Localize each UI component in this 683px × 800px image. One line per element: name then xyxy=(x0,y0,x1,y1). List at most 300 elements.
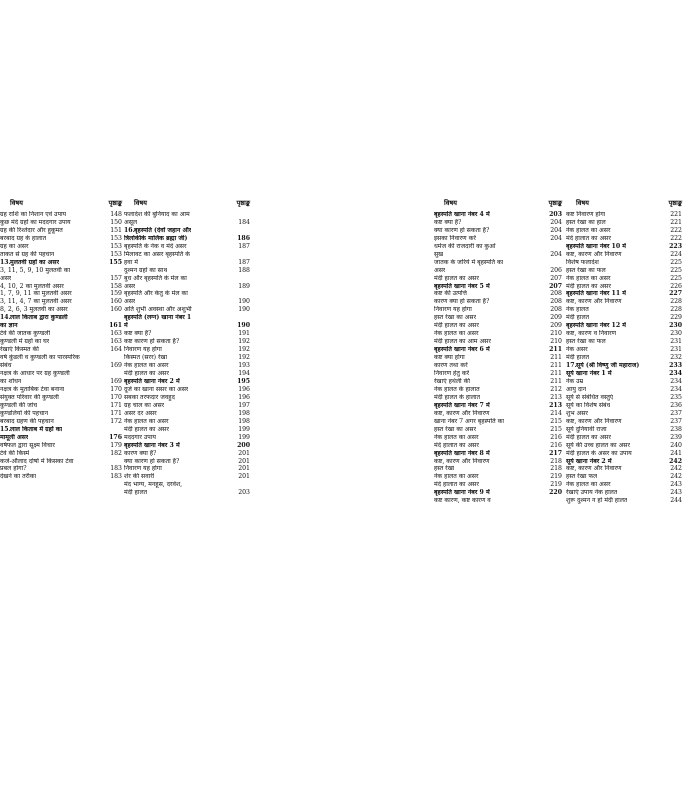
entry-title: मददगार उपाय xyxy=(124,433,156,441)
entry-title: मंदी हालत xyxy=(566,354,590,362)
entry-page: 201 xyxy=(238,457,250,465)
entry-title: हस्त रेखा का हाल xyxy=(566,218,606,226)
entry-title: कारण क्या हो सकता है? xyxy=(434,298,490,306)
entry-title: असर xyxy=(124,282,136,290)
entry-page: 198 xyxy=(238,417,250,425)
entry-page: 192 xyxy=(238,354,250,362)
header-page: पृष्ठाङ्क xyxy=(108,199,122,207)
entry-page: 220 xyxy=(549,489,562,497)
toc-entry xyxy=(434,458,562,466)
toc-entry xyxy=(124,386,250,394)
entry-title: में xyxy=(124,322,128,330)
entry-page: 197 xyxy=(238,401,250,409)
entry-page: 151 xyxy=(110,226,122,234)
toc-entry xyxy=(124,450,250,458)
entry-title: कष्ट क्या है? xyxy=(124,330,152,338)
toc-entry xyxy=(0,458,122,466)
toc-entry xyxy=(566,362,682,370)
entry-title: असूल xyxy=(124,218,138,226)
entry-page: 209 xyxy=(550,314,562,322)
entry-page: 190 xyxy=(238,298,250,306)
entry-page: 176 xyxy=(109,433,122,441)
entry-page: 206 xyxy=(550,266,562,274)
entry-title: नेक हालत xyxy=(566,306,589,314)
entry-title: आयु दान xyxy=(566,385,587,393)
toc-entry xyxy=(0,259,122,267)
entry-title: मंदी हालत xyxy=(124,489,148,497)
entry-page: 229 xyxy=(670,314,682,322)
toc-entry xyxy=(566,473,682,481)
entry-page: 216 xyxy=(550,433,562,441)
toc-entry xyxy=(434,370,562,378)
entry-title: कष्ट की उत्पत्ति xyxy=(434,290,467,298)
toc-entry xyxy=(566,354,682,362)
toc-entry xyxy=(124,227,250,235)
entry-page: 210 xyxy=(550,338,562,346)
entry-title: बृहस्पति खाना नंबर 7 में xyxy=(434,401,490,409)
entry-title: कुण्डलियों की पहचान xyxy=(0,409,49,417)
entry-title: हवा में xyxy=(124,258,138,266)
entry-page xyxy=(248,314,250,322)
entry-page xyxy=(120,267,122,275)
entry-page: 159 xyxy=(110,290,122,298)
entry-title: असर xyxy=(434,266,446,274)
entry-page: 169 xyxy=(110,377,122,385)
toc-entry xyxy=(566,219,682,227)
entry-page: 230 xyxy=(670,330,682,338)
entry-title: वर्षफल द्वारा सूक्ष्म विचार xyxy=(0,441,55,449)
entry-page: 227 xyxy=(669,290,682,298)
toc-entry xyxy=(0,378,122,386)
toc-entry xyxy=(434,219,562,227)
entry-page: 194 xyxy=(238,370,250,378)
entry-page: 208 xyxy=(550,306,562,314)
toc-entry xyxy=(566,489,682,497)
entry-page: 242 xyxy=(670,473,682,481)
toc-entry xyxy=(124,458,250,466)
entry-title: निवारण यह होगा xyxy=(434,306,472,314)
entry-title: सूर्य का विशेष संबंध xyxy=(566,401,611,409)
entry-page: 215 xyxy=(550,425,562,433)
entry-title: क्या कारण हो सकता है? xyxy=(124,457,180,465)
entry-page: 231 xyxy=(670,346,682,354)
toc-entry xyxy=(434,434,562,442)
toc-entry xyxy=(0,473,122,481)
toc-entry xyxy=(566,346,682,354)
entry-title: दूजे का खाना ससर का असर xyxy=(124,385,189,393)
entry-title: असर xyxy=(124,298,136,306)
toc-entry xyxy=(124,489,250,497)
entry-page: 219 xyxy=(550,481,562,489)
toc-entry xyxy=(0,434,122,442)
entry-title: शेर की सवारी xyxy=(124,473,155,481)
toc-entry xyxy=(434,227,562,235)
toc-entry xyxy=(434,235,562,243)
toc-entry xyxy=(566,338,682,346)
entry-page: 235 xyxy=(670,393,682,401)
entry-title: नेक उम्र xyxy=(566,377,584,385)
entry-page: 232 xyxy=(670,354,682,362)
entry-title: रेखाएं उपाय नेक हालत xyxy=(566,489,618,497)
entry-page: 222 xyxy=(670,226,682,234)
entry-page: 163 xyxy=(110,330,122,338)
entry-page: 201 xyxy=(238,473,250,481)
header-page: पृष्ठाङ्क xyxy=(548,199,562,207)
entry-page xyxy=(120,370,122,378)
toc-entry xyxy=(124,378,250,386)
entry-title: विशेष फलादेश xyxy=(566,258,599,266)
entry-page: 233 xyxy=(669,362,682,370)
entry-title: ग्रह का असर xyxy=(0,242,29,250)
entry-page xyxy=(560,259,562,267)
entry-title: कर्ज-औलाद दोषों में किसका टेवा xyxy=(0,457,74,465)
toc-entry xyxy=(0,243,122,251)
toc-entry xyxy=(124,219,250,227)
toc-entry xyxy=(124,346,250,354)
entry-page: 170 xyxy=(110,393,122,401)
header-page: पृष्ठाङ्क xyxy=(668,199,682,207)
entry-page: 186 xyxy=(237,234,250,242)
toc-entry xyxy=(566,394,682,402)
entry-title: बृहस्पति के नेक व मंदे असर xyxy=(124,242,187,250)
entry-title: बृहस्पति और केतु के मेल का xyxy=(124,290,188,298)
entry-page: 204 xyxy=(550,218,562,226)
entry-title: असर xyxy=(0,274,12,282)
toc-entry xyxy=(124,362,250,370)
toc-entry xyxy=(434,346,562,354)
toc-entry xyxy=(124,298,250,306)
entry-page: 216 xyxy=(550,441,562,449)
entry-page: 169 xyxy=(110,362,122,370)
toc-entry xyxy=(434,322,562,330)
entry-title: कष्ट कारण, कष्ट कारण व xyxy=(434,497,491,505)
entry-page: 224 xyxy=(670,250,682,258)
toc-entry xyxy=(0,219,122,227)
toc-entry xyxy=(124,330,250,338)
toc-entry xyxy=(0,418,122,426)
chapter-number: 13. xyxy=(0,258,11,266)
header-topic: विषय xyxy=(10,199,24,207)
entry-title: मिलावट का असर बृहस्पति के xyxy=(124,250,190,258)
toc-entry xyxy=(0,465,122,473)
entry-page: 189 xyxy=(238,282,250,290)
toc-entry xyxy=(0,298,122,306)
toc-entry xyxy=(0,227,122,235)
toc-entry xyxy=(124,370,250,378)
entry-title: बृहस्पति खाना नंबर 9 में xyxy=(434,489,490,497)
entry-title: बृहस्पति खाना नंबर 8 में xyxy=(434,449,490,457)
entry-title: मंदी हालत का असर xyxy=(566,282,611,290)
toc-entry xyxy=(434,489,562,497)
header-topic: विषय xyxy=(444,199,458,207)
entry-title: नेक असर xyxy=(566,346,588,354)
entry-title: मंदी हालत xyxy=(566,314,590,322)
entry-title: हस्त रेखा का फल xyxy=(566,266,606,274)
entry-title: प्रबल होगा? xyxy=(0,465,27,473)
toc-entry xyxy=(434,386,562,394)
entry-page: 211 xyxy=(550,362,562,370)
entry-title: बृहस्पति खाना नंबर 6 में xyxy=(434,346,490,354)
entry-page: 191 xyxy=(238,330,250,338)
toc-entry xyxy=(566,497,682,505)
entry-page: 228 xyxy=(670,298,682,306)
chapter-number: 14. xyxy=(0,314,11,322)
toc-entry xyxy=(434,426,562,434)
entry-page: 217 xyxy=(549,449,562,457)
entry-page: 163 xyxy=(110,338,122,346)
toc-entry xyxy=(566,330,682,338)
entry-page: 203 xyxy=(549,210,562,218)
entry-title: सूर्य की उच्च हालत का असर xyxy=(566,441,631,449)
toc-entry xyxy=(434,267,562,275)
toc-entry xyxy=(124,306,250,314)
column-header xyxy=(434,200,562,208)
toc-entry xyxy=(0,290,122,298)
entry-title: क्या कारण हो सकता है? xyxy=(434,226,490,234)
toc-entry xyxy=(434,378,562,386)
entry-title: मंदी हालत का असर xyxy=(434,274,479,282)
entry-page: 164 xyxy=(110,346,122,354)
entry-title: 1, 7, 9, 11 का मुलतवी असर xyxy=(0,290,72,298)
entry-title: का ज्ञान xyxy=(0,322,18,330)
entry-title: का शोधन xyxy=(0,377,22,385)
entry-title: धर्मज की राजदारी का कुओं xyxy=(434,242,496,250)
column-header xyxy=(124,200,250,208)
entry-title: कष्ट क्या है? xyxy=(434,218,462,226)
toc-entry xyxy=(0,235,122,243)
entry-title: कष्ट, कारण और निवारण xyxy=(566,417,622,425)
toc-entry xyxy=(566,275,682,283)
entry-title: कष्ट क्या होगा xyxy=(434,354,465,362)
entry-title: नेक हालत का असर xyxy=(566,274,611,282)
entry-page: 213 xyxy=(550,393,562,401)
entry-title: अति शुभी अवस्था और अशुभी xyxy=(124,306,192,314)
entry-title: नेक हालत का असर xyxy=(434,433,479,441)
toc-entry xyxy=(434,298,562,306)
entry-page: 184 xyxy=(238,218,250,226)
toc-entry xyxy=(434,442,562,450)
toc-entry xyxy=(434,410,562,418)
entry-title: कष्ट, कारण और निवारण xyxy=(434,409,490,417)
entry-page: 230 xyxy=(669,322,682,330)
entry-page: 200 xyxy=(237,441,250,449)
entry-page: 192 xyxy=(238,346,250,354)
entry-title: निवारण यह होगा xyxy=(124,465,162,473)
entry-page: 204 xyxy=(550,234,562,242)
toc-entry xyxy=(566,306,682,314)
toc-entry xyxy=(124,322,250,330)
header-topic: विषय xyxy=(576,199,590,207)
toc-entry xyxy=(0,394,122,402)
entry-page: 219 xyxy=(550,473,562,481)
entry-page: 239 xyxy=(670,433,682,441)
entry-page: 190 xyxy=(237,322,250,330)
entry-page xyxy=(248,211,250,219)
entry-page: 212 xyxy=(550,385,562,393)
entry-page: 215 xyxy=(550,417,562,425)
entry-title: निवारण हेतु करें xyxy=(434,370,470,378)
entry-page: 153 xyxy=(110,242,122,250)
entry-page: 161 xyxy=(109,322,122,330)
toc-entry xyxy=(566,410,682,418)
entry-page xyxy=(248,290,250,298)
toc-entry xyxy=(434,330,562,338)
toc-entry xyxy=(0,362,122,370)
entry-page: 214 xyxy=(550,409,562,417)
toc-entry xyxy=(566,370,682,378)
entry-page: 234 xyxy=(669,370,682,378)
entry-title: बृहस्पति खाना नंबर 2 में xyxy=(124,377,180,385)
entry-title: जातक के जरिये में बृहस्पति का xyxy=(434,258,504,266)
toc-entry xyxy=(124,354,250,362)
entry-page: 221 xyxy=(670,210,682,218)
entry-page xyxy=(248,251,250,259)
entry-page: 209 xyxy=(550,322,562,330)
entry-page: 148 xyxy=(110,210,122,218)
header-page: पृष्ठाङ्क xyxy=(236,199,250,207)
toc-entry xyxy=(434,362,562,370)
entry-page: 231 xyxy=(670,338,682,346)
entry-page xyxy=(248,275,250,283)
entry-page: 195 xyxy=(237,377,250,385)
toc-entry xyxy=(434,418,562,426)
entry-title: टेवे की जातक कुण्डली xyxy=(0,330,51,338)
entry-title: बृहस्पति (लग्न) खाना नंबर 1 xyxy=(124,314,192,322)
toc-entry xyxy=(124,481,250,489)
entry-page: 183 xyxy=(110,465,122,473)
toc-entry xyxy=(566,465,682,473)
entry-title: संबंध xyxy=(0,362,12,370)
entry-title: बृहस्पति खाना नंबर 5 में xyxy=(434,282,490,290)
entry-title: मुलतवी ग्रहों का असर xyxy=(10,258,60,266)
entry-title: नक्षत्र के मुताबिक टेवा बनाना xyxy=(0,385,65,393)
entry-page: 234 xyxy=(670,377,682,385)
toc-entry xyxy=(124,314,250,322)
entry-page: 201 xyxy=(238,465,250,473)
toc-entry xyxy=(0,442,122,450)
entry-page: 160 xyxy=(110,298,122,306)
entry-page: 237 xyxy=(670,409,682,417)
entry-title: बरबाद ग्रह के हालात xyxy=(0,234,47,242)
entry-title: कुछ मंदे ग्रहों का मददगार उपाय xyxy=(0,218,71,226)
toc-entry xyxy=(434,481,562,489)
header-topic: विषय xyxy=(134,199,148,207)
entry-title: मामूली असर xyxy=(0,433,29,441)
toc-entry xyxy=(566,426,682,434)
toc-entry xyxy=(0,338,122,346)
entry-page: 208 xyxy=(550,298,562,306)
entry-title: ग्रह चाल का असर xyxy=(124,401,165,409)
entry-title: नेक हालत का असर xyxy=(434,330,479,338)
entry-title: रेखाएं किस्मत की xyxy=(0,346,39,354)
toc-entry xyxy=(566,211,682,219)
toc-entry xyxy=(566,481,682,489)
toc-entry xyxy=(124,251,250,259)
entry-title: सूर्य खाना नंबर 1 में xyxy=(566,370,612,378)
entry-title: हस्त रेखा का असर xyxy=(434,425,477,433)
entry-title: बृहस्पति खाना नंबर 10 में xyxy=(566,242,626,250)
entry-title: हस्त रेखा का फल xyxy=(566,338,606,346)
entry-page: 210 xyxy=(550,330,562,338)
entry-title: दुश्मन ग्रहों का साथ xyxy=(124,266,168,274)
entry-title: वर्ष कुंडली व कुण्डली का पारस्परिक xyxy=(0,354,80,362)
toc-entry xyxy=(0,283,122,291)
toc-entry xyxy=(0,346,122,354)
entry-page: 211 xyxy=(550,377,562,385)
entry-title: सूर्य से संबंधित वस्तुएं xyxy=(566,393,614,401)
toc-entry xyxy=(566,267,682,275)
entry-page xyxy=(248,481,250,489)
entry-title: बृहस्पति खाना नंबर 4 में xyxy=(434,210,490,218)
entry-title: कष्ट, कारण और निवारण xyxy=(566,298,622,306)
entry-page xyxy=(560,243,562,251)
toc-entry xyxy=(124,290,250,298)
toc-entry xyxy=(566,298,682,306)
entry-title: टेवे की किस्में xyxy=(0,449,30,457)
entry-title: सूर्य दुनियावी राजा xyxy=(566,425,607,433)
toc-entry xyxy=(434,283,562,291)
entry-title: नेक हालत का असर xyxy=(434,473,479,481)
toc-entry xyxy=(124,418,250,426)
entry-title: 8, 2, 6, 3 मुलतवी का असर xyxy=(0,306,68,314)
entry-page xyxy=(120,314,122,322)
entry-title: कारण क्या है? xyxy=(124,449,157,457)
toc-entry xyxy=(434,497,562,505)
entry-title: संयुक्त परिवार की कुण्डली xyxy=(0,393,59,401)
entry-title: लाल किताब द्वारा कुण्डली xyxy=(10,314,68,322)
entry-title: रेखाएं हथेली की xyxy=(434,377,470,385)
entry-title: कष्ट निवारण होगा xyxy=(566,210,606,218)
entry-page: 199 xyxy=(238,433,250,441)
entry-page: 218 xyxy=(550,465,562,473)
entry-title: निवारण यह होगा xyxy=(124,346,162,354)
entry-page: 240 xyxy=(670,441,682,449)
toc-entry xyxy=(434,450,562,458)
toc-entry xyxy=(124,275,250,283)
toc-entry xyxy=(124,473,250,481)
entry-page: 172 xyxy=(110,417,122,425)
index-column-4 xyxy=(566,200,682,505)
toc-entry xyxy=(0,211,122,219)
entry-title: मंदी हालत का असर xyxy=(434,322,479,330)
entry-title: इसका निवारण करें xyxy=(434,234,476,242)
entry-page: 193 xyxy=(238,362,250,370)
toc-entry xyxy=(434,338,562,346)
entry-title: कष्ट, कारण और निवारण xyxy=(566,465,622,473)
entry-title: त्रिलोकीके मालिक ब्रह्मा जी) xyxy=(124,234,188,242)
toc-entry xyxy=(566,227,682,235)
entry-page: 155 xyxy=(109,258,122,266)
entry-title: बुध और बृहस्पति के मेल का xyxy=(124,274,187,282)
entry-title: नेक हालत का असर xyxy=(566,226,611,234)
entry-title: हस्त रेखा फल xyxy=(566,473,598,481)
entry-title: देखने का तरीका xyxy=(0,473,37,481)
toc-entry xyxy=(0,370,122,378)
entry-title: हस्त रेखा xyxy=(434,465,455,473)
entry-title: खाना नंबर 7 अगर बृहस्पति का xyxy=(434,417,504,425)
entry-page: 188 xyxy=(238,266,250,274)
entry-page xyxy=(248,227,250,235)
entry-page: 201 xyxy=(238,449,250,457)
chapter-number: 16. xyxy=(124,226,135,234)
entry-title: मंदी हालत का असर xyxy=(124,425,169,433)
entry-title: लाल किताब में ग्रहों का xyxy=(10,425,63,433)
toc-entry xyxy=(124,410,250,418)
toc-entry xyxy=(0,354,122,362)
toc-entry xyxy=(566,434,682,442)
entry-page: 182 xyxy=(110,449,122,457)
entry-page: 236 xyxy=(670,401,682,409)
